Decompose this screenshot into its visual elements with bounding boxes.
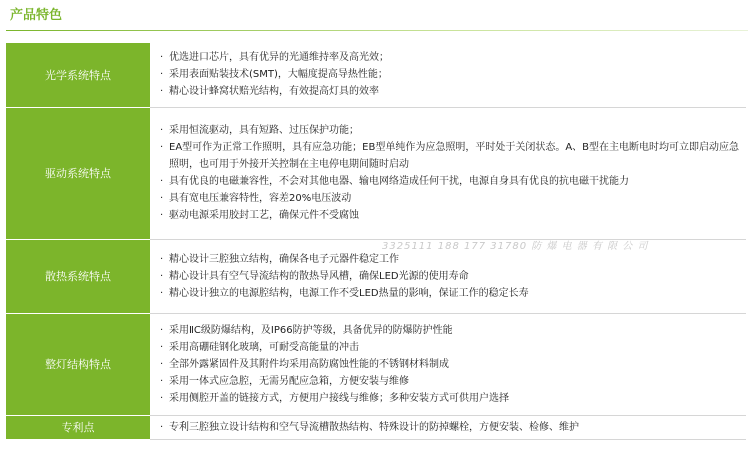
list-item: · 优选进口芯片，具有优异的光通维持率及高光效；: [160, 49, 746, 66]
description-cell: [150, 107, 746, 239]
list-item: · 精心设计三腔独立结构，确保各电子元器件稳定工作: [160, 251, 746, 268]
list-item: · 采用恒流驱动，具有短路、过压保护功能；: [160, 122, 746, 139]
title-divider: [6, 30, 748, 31]
category-cell: 驱动系统特点: [6, 107, 150, 239]
category-cell: 专利点: [6, 415, 150, 439]
page-title: 产品特色: [10, 8, 63, 23]
table-row: [6, 313, 746, 415]
feature-list: [160, 322, 746, 407]
table-row: [6, 415, 746, 439]
description-cell: [150, 415, 746, 439]
category-cell: 整灯结构特点: [6, 313, 150, 415]
list-item: · 具有优良的电磁兼容性，不会对其他电器、输电网络造成任何干扰，电源自身具有优良的抗电磁干扰能力: [160, 173, 746, 190]
table-row: [6, 107, 746, 239]
category-cell: 光学系统特点: [6, 43, 150, 107]
list-item: · 采用高硼硅钢化玻璃，可耐受高能量的冲击: [160, 339, 746, 356]
feature-list: [160, 419, 746, 436]
watermark: 3325111 188 177 31780 防 爆 电 器 有 限 公 司: [382, 241, 649, 252]
list-item: · 采用ⅡC级防爆结构，及IP66防护等级，具备优异的防爆防护性能: [160, 322, 746, 339]
description-cell: [150, 43, 746, 107]
list-item: · 全部外露紧固件及其附件均采用高防腐蚀性能的不锈钢材料制成: [160, 356, 746, 373]
category-cell: 散热系统特点: [6, 239, 150, 313]
list-item: · 精心设计具有空气导流结构的散热导风槽，确保LED光源的使用寿命: [160, 268, 746, 285]
list-item: · 具有宽电压兼容特性，容差20%电压波动: [160, 190, 746, 207]
description-cell: [150, 313, 746, 415]
list-item: · 采用一体式应急腔，无需另配应急箱，方便安装与维修: [160, 373, 746, 390]
list-item: · 采用侧腔开盖的链接方式，方便用户接线与维修；多种安装方式可供用户选择: [160, 390, 746, 407]
feature-list: [160, 122, 746, 224]
list-item: · 精心设计独立的电源腔结构，电源工作不受LED热量的影响，保证工作的稳定长寿: [160, 285, 746, 302]
list-item: · 专利三腔独立设计结构和空气导流槽散热结构、特殊设计的防掉螺栓，方便安装、检修、维护: [160, 419, 746, 436]
table-row: [6, 43, 746, 107]
list-item: · 采用表面贴装技术(SMT)，大幅度提高导热性能；: [160, 66, 746, 83]
feature-list: [160, 251, 746, 302]
feature-list: [160, 49, 746, 100]
list-item: · 精心设计蜂窝状赔光结构，有效提高灯具的效率: [160, 83, 746, 100]
list-item: · 驱动电源采用胶封工艺，确保元件不受腐蚀: [160, 207, 746, 224]
list-item: · EA型可作为正常工作照明，具有应急功能；EB型单纯作为应急照明，平时处于关闭状态。A、B型在主电断电时均可立即启动应急照明，也可用于外接开关控制在主电停电期间随时启动: [160, 139, 746, 173]
